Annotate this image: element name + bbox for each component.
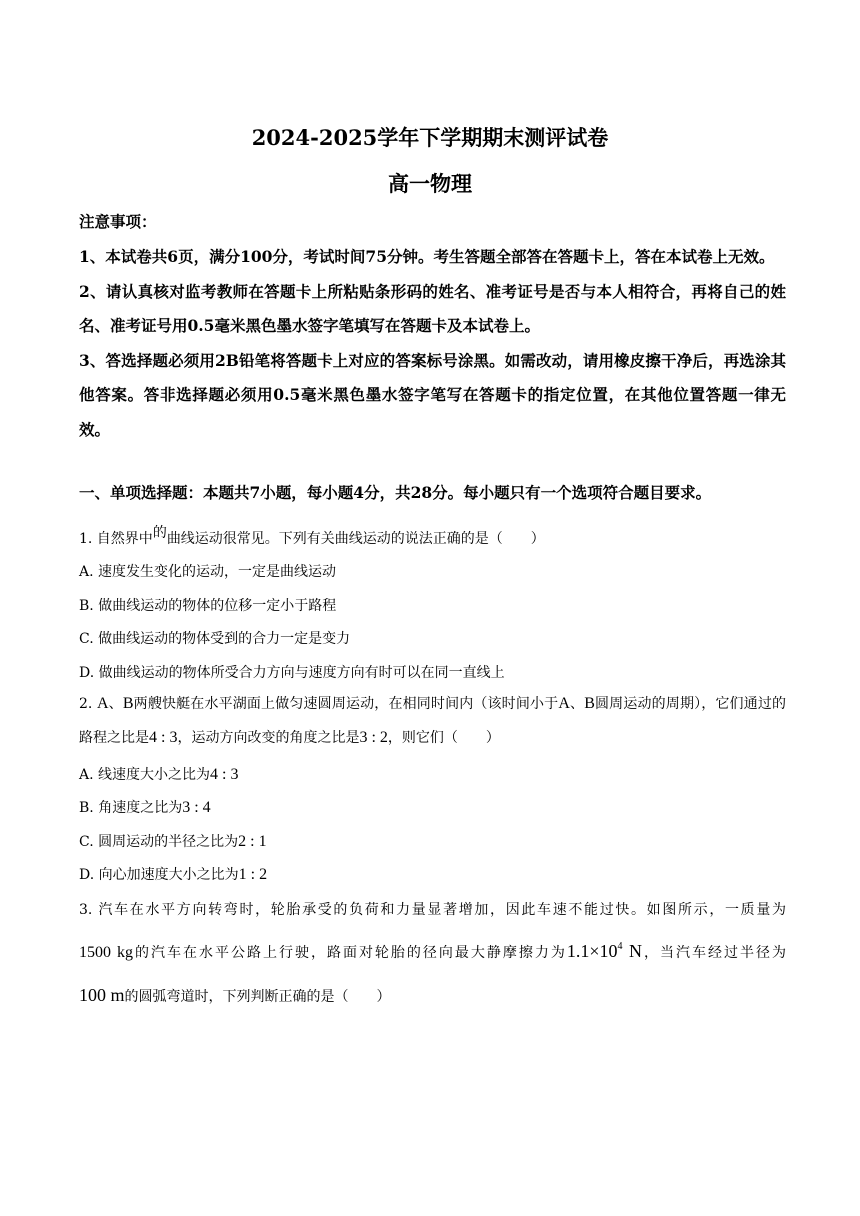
q2-math: A <box>558 695 570 712</box>
q2-math: B <box>122 695 134 712</box>
note-item: 1、本试卷共6页，满分100分，考试时间75分钟。考生答题全部答在答题卡上，答在本试卷上无效。 <box>79 247 775 266</box>
exam-subject: 高一物理 <box>388 171 472 196</box>
q2-option-b-text: B. 角速度之比为 <box>79 800 183 816</box>
q3-radius: 100 m <box>79 985 125 1005</box>
q2-text: 2. <box>79 696 97 712</box>
q2-text: 、 <box>108 696 123 712</box>
q2-option-d <box>79 864 267 884</box>
notes-heading: 注意事项： <box>79 212 157 231</box>
q3-mass: 1500 kg <box>79 944 133 961</box>
q3-force-exponent: 4 <box>617 941 623 952</box>
q3-force <box>567 941 642 961</box>
q2-text: ，则它们（ ） <box>387 730 500 746</box>
q2-option-b <box>79 797 211 817</box>
question-1-stem <box>79 516 786 556</box>
q2-text: 圆周运动的周期），它们通过的路程之比是 <box>79 696 787 746</box>
q2-math: B <box>584 695 595 712</box>
q3-line-3 <box>79 981 786 1011</box>
q2-option-d-text: D. 向心加速度大小之比为 <box>79 867 239 883</box>
q2-text: 两艘快艇在水平湖面上做匀速圆周运动，在相同时间内（该时间小于 <box>133 696 559 712</box>
q1-stem-b: 曲线运动很常见。下列有关曲线运动的说法正确的是（ ） <box>166 531 545 547</box>
q3-text: 的汽车在水平公路上行驶，路面对轮胎的径向最大静摩擦力为 <box>133 945 567 961</box>
question-3-stem <box>79 893 786 1011</box>
q2-option-a <box>79 764 238 784</box>
q2-text: 、 <box>569 696 585 712</box>
q1-stem-a: 1. 自然界中 <box>79 531 153 547</box>
q3-text: ，当汽车经过半径为 <box>642 945 787 961</box>
q2-math: 4 : 3 <box>149 729 178 746</box>
q2-option-c <box>79 831 267 851</box>
q2-math: A <box>96 695 109 712</box>
section-heading: 一、单项选择题：本题共7小题，每小题4分，共28分。每小题只有一个选项符合题目要求。 <box>79 483 712 502</box>
q2-math: 3 : 2 <box>359 729 388 746</box>
q2-text: ，运动方向改变的角度之比是 <box>177 730 360 746</box>
q2-option-b-math: 3 : 4 <box>182 799 211 816</box>
exam-title: 2024-2025学年下学期期末测评试卷 <box>251 125 609 150</box>
q2-option-c-text: C. 圆周运动的半径之比为 <box>79 834 239 850</box>
q1-option-b: B. 做曲线运动的物体的位移一定小于路程 <box>79 598 337 614</box>
note-item: 2、请认真核对监考教师在答题卡上所粘贴条形码的姓名、准考证号是否与本人相符合，再将自己的姓名、准考证号用0.5毫米黑色墨水签字笔填写在答题卡及本试卷上。 <box>79 281 786 335</box>
q1-option-c: C. 做曲线运动的物体受到的合力一定是变力 <box>79 631 351 647</box>
q2-option-c-math: 2 : 1 <box>238 833 267 850</box>
q3-line-1: 3. 汽车在水平方向转弯时，轮胎承受的负荷和力量显著增加，因此车速不能过快。如图所示，一质量为 <box>79 902 786 918</box>
note-item: 3、答选择题必须用2B铅笔将答题卡上对应的答案标号涂黑。如需改动，请用橡皮擦干净后，再选涂其他答案。答非选择题必须用0.5毫米黑色墨水签字笔写在答题卡的指定位置，在其他位置答题一律无效。 <box>79 350 786 439</box>
q2-option-a-math: 4 : 3 <box>210 766 239 783</box>
question-2-stem <box>79 687 786 755</box>
notes-list <box>79 240 786 447</box>
q1-option-d: D. 做曲线运动的物体所受合力方向与速度方向有时可以在同一直线上 <box>79 665 505 681</box>
q3-force-base: 1.1×10 <box>566 941 618 961</box>
q3-line-2 <box>79 933 786 967</box>
q3-force-unit: N <box>622 941 643 961</box>
q1-option-a: A. 速度发生变化的运动，一定是曲线运动 <box>79 564 337 580</box>
q2-option-d-math: 1 : 2 <box>238 866 268 883</box>
q1-stem-raised: 的 <box>152 525 167 541</box>
q3-text: 的圆弧弯道时，下列判断正确的是（ ） <box>124 989 391 1005</box>
q2-option-a-text: A. 线速度大小之比为 <box>79 767 211 783</box>
